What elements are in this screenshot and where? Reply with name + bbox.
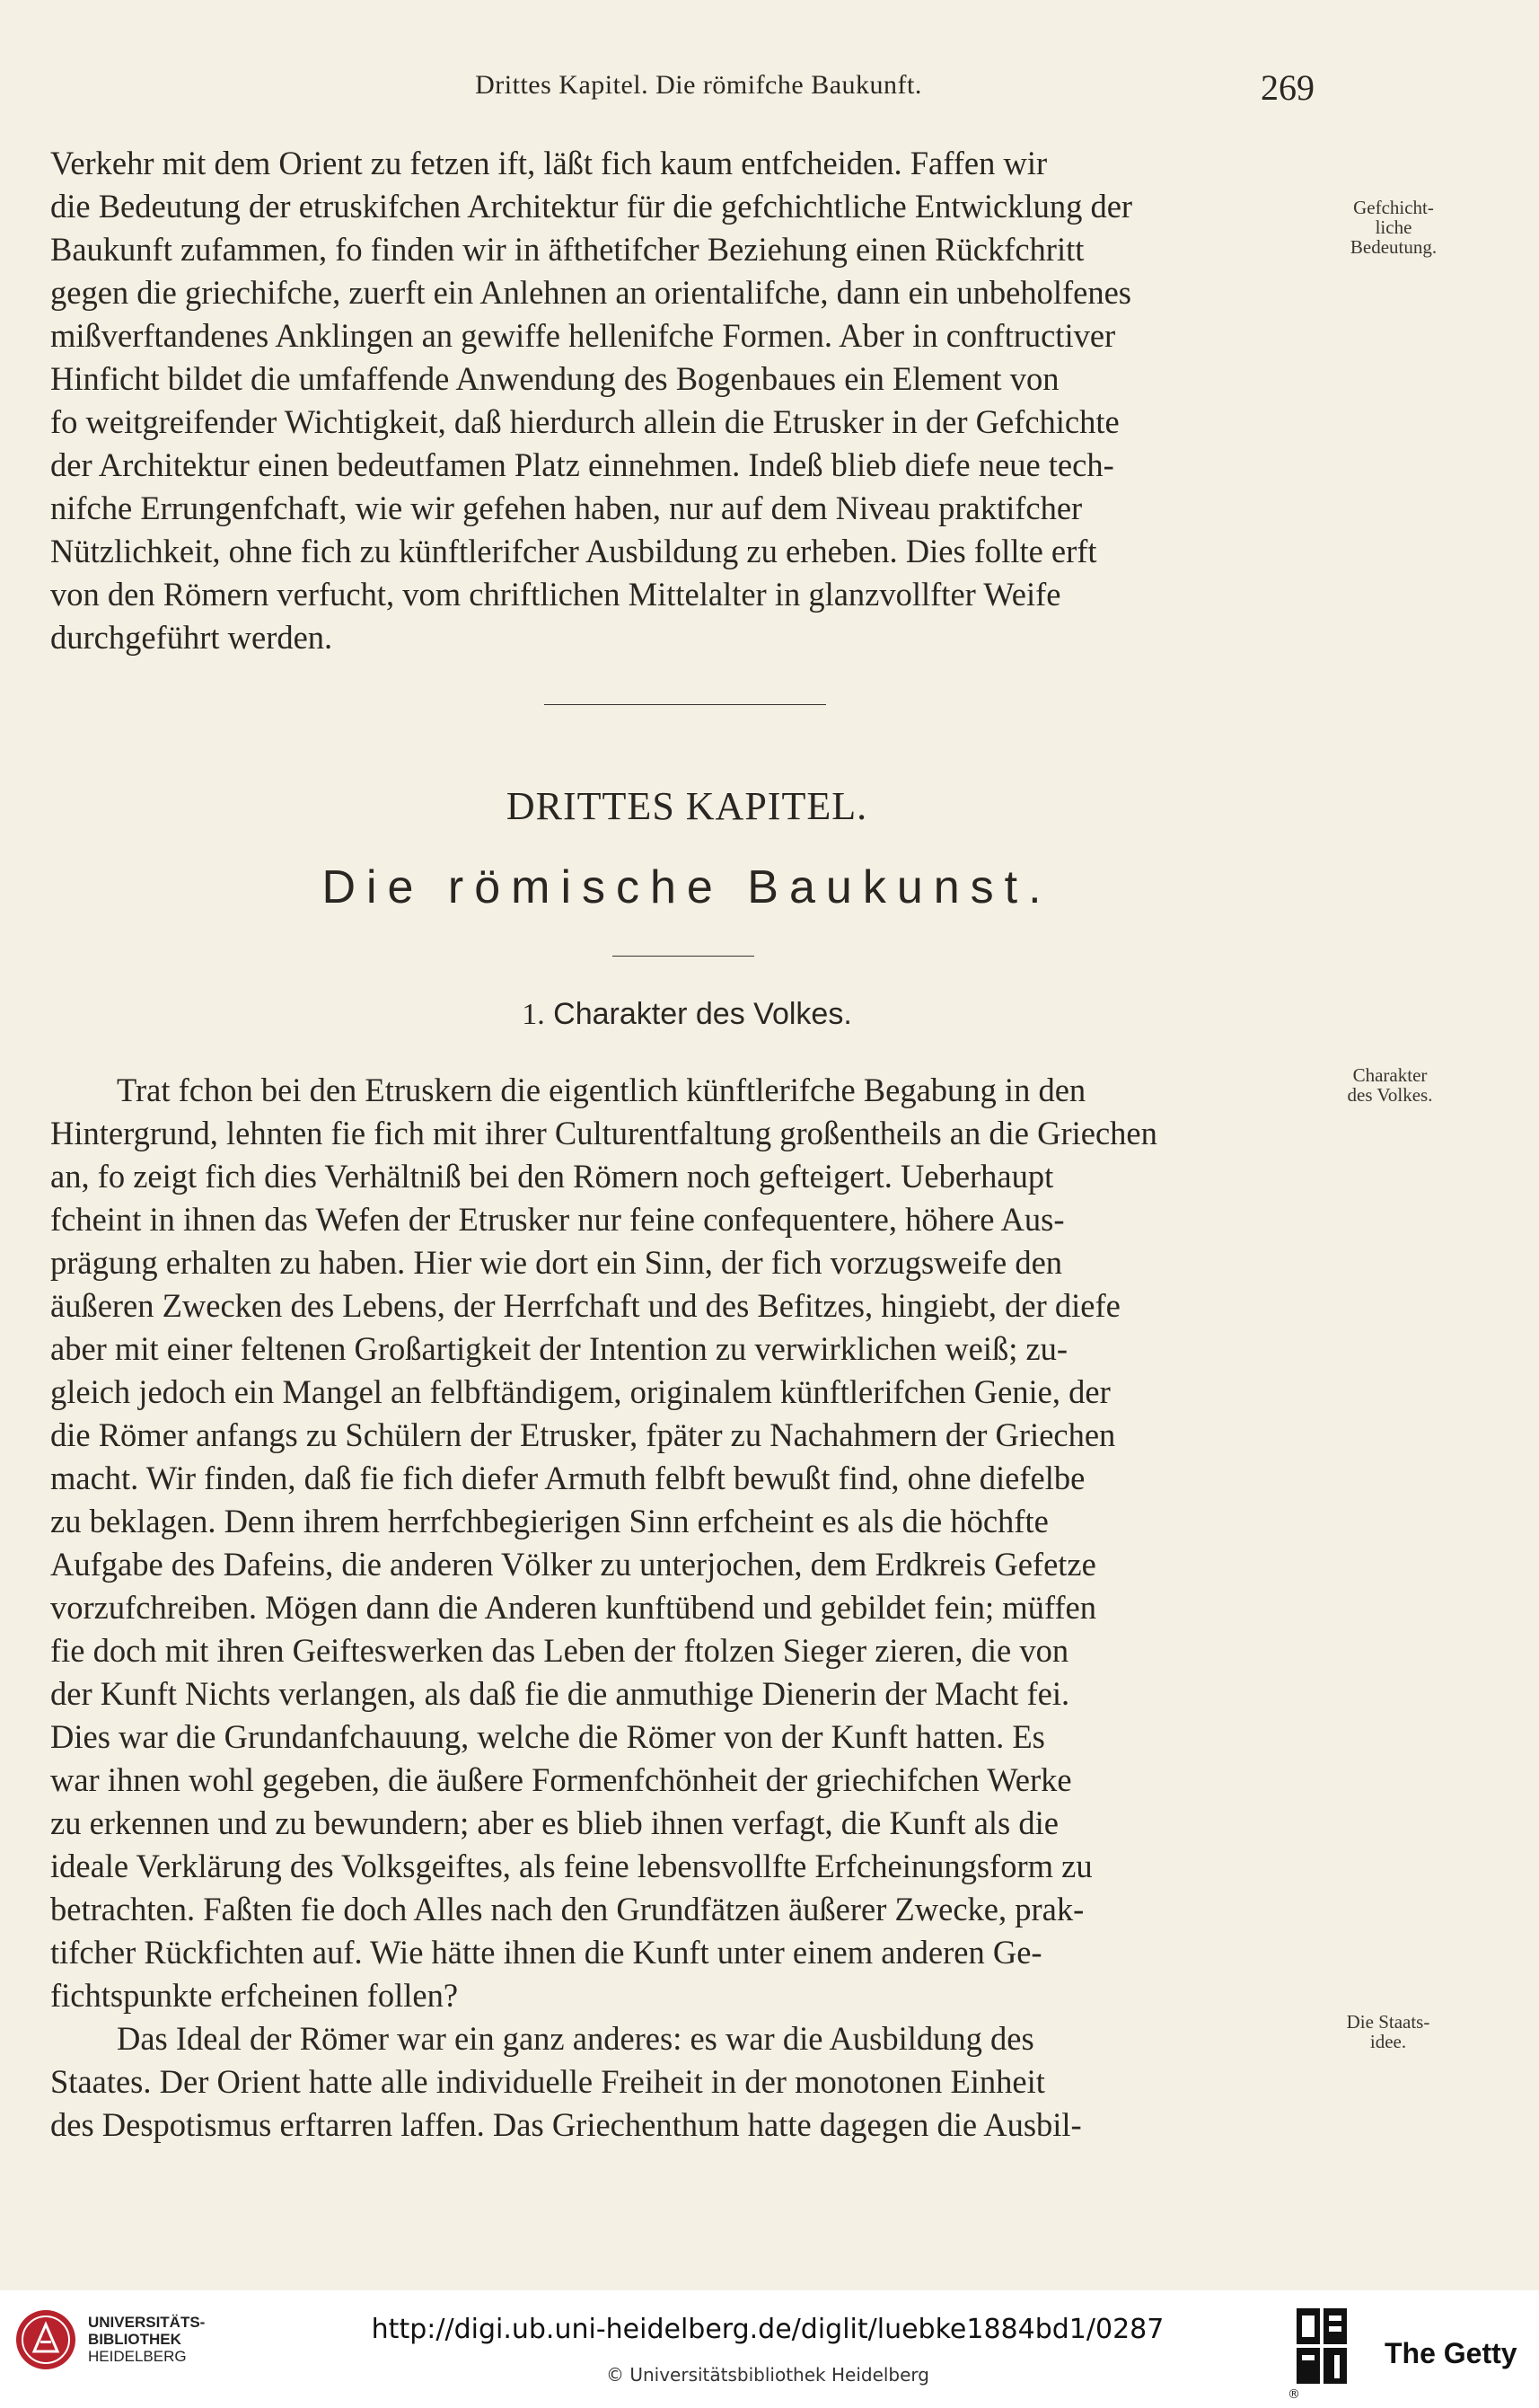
margin-note-character [1320,1065,1460,1105]
text-line: nifche Errungenfchaft, wie wir gefehen haben, nur auf dem Niveau praktifcher [50,490,1083,526]
text-line: tifcher Rückfichten auf. Wie hätte ihnen die Kunft unter einem anderen Ge- [50,1934,1042,1971]
margin-note-line: Charakter [1352,1064,1428,1086]
text-line: ideale Verklärung des Volksgeiftes, als feine lebensvollfte Erfcheinungsform zu [50,1848,1093,1884]
text-line: von den Römern verfucht, vom chriftlichen Mittelalter in glanzvollfter Weife [50,576,1061,613]
text-line: zu beklagen. Denn ihrem herrfchbegierigen Sinn erfcheint es als die höchfte [50,1503,1049,1539]
text-line: Aufgabe des Dafeins, die anderen Völker zu unterjochen, dem Erdkreis Gefetze [50,1546,1096,1583]
text-line: Nützlichkeit, ohne fich zu künftlerifcher Ausbildung zu erheben. Dies follte erft [50,533,1097,569]
library-seal-icon [14,2308,77,2371]
text-line: Baukunft zufammen, fo finden wir in äfthetifcher Beziehung einen Rückfchritt [50,231,1085,268]
margin-note-line: liche [1375,216,1412,238]
margin-note-line: des Volkes. [1347,1084,1433,1106]
margin-note-line: Gefchicht- [1353,197,1434,218]
text-line: aber mit einer feltenen Großartigkeit der Intention zu verwirklichen weiß; zu- [50,1330,1069,1367]
library-name-line: UNIVERSITÄTS- [88,2314,206,2331]
text-line: gegen die griechifche, zuerft ein Anlehnen an orientalifche, dann ein unbeholfenes [50,274,1131,311]
text-line: des Despotismus erftarren laffen. Das Griechenthum hatte dagegen die Ausbil- [50,2106,1082,2143]
text-line: an, fo zeigt fich dies Verhältniß bei den Römern noch gefteigert. Ueberhaupt [50,1158,1054,1195]
separator-rule [544,704,826,705]
title-rule [612,956,754,957]
text-line: Verkehr mit dem Orient zu fetzen ift, läßt fich kaum entfcheiden. Faffen wir [50,145,1048,181]
margin-note-line: Die Staats- [1346,2011,1430,2033]
section-heading [0,997,1374,1032]
registered-mark: ® [1288,2387,1300,2402]
text-line: fichtspunkte erfcheinen follen? [50,1977,459,2014]
text-line: betrachten. Faßten fie doch Alles nach den Grundfätzen äußerer Zwecke, prak- [50,1891,1085,1927]
margin-note-line: idee. [1369,2031,1407,2052]
section-number: 1. [522,998,545,1031]
text-line: vorzufchreiben. Mögen dann die Anderen kunftübend und gebildet fein; müffen [50,1589,1096,1626]
text-line: Dies war die Grundanfchauung, welche die Römer von der Kunft hatten. Es [50,1718,1045,1755]
text-line: Staates. Der Orient hatte alle individuelle Freiheit in der monotonen Einheit [50,2063,1045,2100]
getty-name-text: The Getty [1385,2337,1517,2369]
running-head: Drittes Kapitel. Die römifche Baukunft. [475,70,922,100]
library-name-line: HEIDELBERG [88,2348,187,2365]
getty-name [1385,2337,1517,2370]
getty-logo-icon [1295,2307,1349,2387]
text-line: fie doch mit ihren Geifteswerken das Leben der ftolzen Sieger zieren, die von [50,1632,1069,1669]
text-line: macht. Wir finden, daß fie fich diefer Armuth felbft bewußt find, ohne diefelbe [50,1460,1086,1496]
text-line: gleich jedoch ein Mangel an felbftändigem, originalem künftlerifchen Genie, der [50,1373,1111,1410]
chapter-heading: DRITTES KAPITEL. [506,784,868,828]
text-line: der Architektur einen bedeutfamen Platz einnehmen. Indeß blieb diefe neue tech- [50,446,1114,483]
permalink-url[interactable]: http://digi.ub.uni-heidelberg.de/diglit/luebke1884bd1/0287 [371,2314,1165,2345]
text-line: Hinficht bildet die umfaffende Anwendung des Bogenbaues ein Element von [50,360,1060,397]
margin-note-state-idea [1318,2012,1458,2051]
text-line: zu erkennen und zu bewundern; aber es blieb ihnen verfagt, die Kunft als die [50,1804,1059,1841]
copyright-notice: © Universitätsbibliothek Heidelberg [605,2364,929,2386]
text-line: äußeren Zwecken des Lebens, der Herrfchaft und des Befitzes, hingiebt, der diefe [50,1287,1121,1324]
text-line: fo weitgreifender Wichtigkeit, daß hierdurch allein die Etrusker in der Gefchichte [50,403,1120,440]
text-line: fcheint in ihnen das Wefen der Etrusker nur feine confequentere, höhere Aus- [50,1201,1065,1238]
text-line: durchgeführt werden. [50,619,333,656]
section-title: Charakter des Volkes. [553,997,852,1031]
margin-note-significance [1324,198,1464,257]
text-line: der Kunft Nichts verlangen, als daß fie die anmuthige Dienerin der Macht fei. [50,1675,1070,1712]
text-line: mißverftandenes Anklingen an gewiffe hellenifche Formen. Aber in conftructiver [50,317,1116,354]
viewer-footer [0,2290,1539,2408]
text-line: prägung erhalten zu haben. Hier wie dort ein Sinn, der fich vorzugsweife den [50,1244,1063,1281]
library-name [88,2314,205,2365]
margin-note-line: Bedeutung. [1350,236,1438,258]
text-line: war ihnen wohl gegeben, die äußere Formenfchönheit der griechifchen Werke [50,1761,1072,1798]
chapter-title: Die römische Baukunst. [321,861,1052,913]
text-line: Hintergrund, lehnten fie fich mit ihrer Culturentfaltung großentheils an die Griechen [50,1115,1157,1151]
page-number: 269 [1261,67,1315,108]
text-line: Das Ideal der Römer war ein ganz anderes: es war die Ausbildung des [117,2020,1034,2057]
text-line: Trat fchon bei den Etruskern die eigentlich künftlerifche Begabung in den [117,1072,1086,1108]
library-name-line: BIBLIOTHEK [88,2331,181,2348]
text-line: die Römer anfangs zu Schülern der Etrusker, fpäter zu Nachahmern der Griechen [50,1416,1116,1453]
text-line: die Bedeutung der etruskifchen Architektur für die gefchichtliche Entwicklung der [50,188,1133,225]
